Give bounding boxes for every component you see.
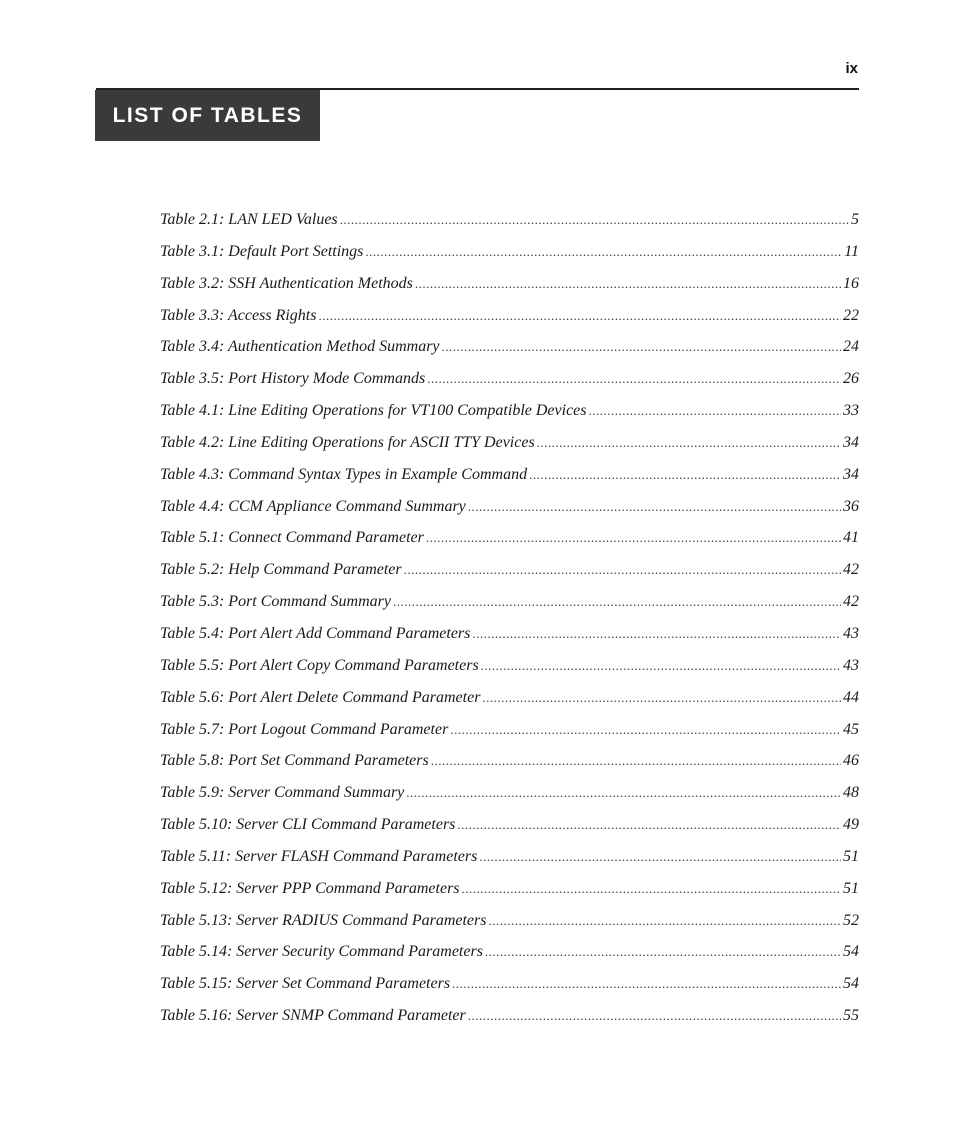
toc-entry[interactable] xyxy=(160,593,859,625)
toc-entry-page: 43 xyxy=(843,656,859,674)
toc-entry-label: Table 5.1: Connect Command Parameter xyxy=(160,529,424,547)
toc-entry-page: 36 xyxy=(843,497,859,515)
toc-entry-page: 22 xyxy=(843,306,859,324)
toc-entry[interactable] xyxy=(160,880,859,912)
dot-leader xyxy=(427,370,841,388)
toc-entry-label: Table 5.7: Port Logout Command Parameter xyxy=(160,720,449,738)
toc-entry-label: Table 4.3: Command Syntax Types in Example Command xyxy=(160,465,528,483)
toc-entry-label: Table 4.4: CCM Appliance Command Summary xyxy=(160,497,466,515)
toc-entry-page: 49 xyxy=(843,816,859,834)
toc-entry-label: Table 4.2: Line Editing Operations for ASCII TTY Devices xyxy=(160,433,535,451)
toc-entry-page: 54 xyxy=(843,975,859,993)
toc-entry[interactable] xyxy=(160,689,859,721)
dot-leader xyxy=(479,848,841,866)
toc-entry[interactable] xyxy=(160,561,859,593)
toc-entry[interactable] xyxy=(160,466,859,498)
table-of-contents xyxy=(160,211,859,1039)
dot-leader xyxy=(431,752,841,770)
dot-leader xyxy=(393,593,841,611)
dot-leader xyxy=(529,466,841,484)
toc-entry-page: 54 xyxy=(843,943,859,961)
dot-leader xyxy=(406,784,841,802)
toc-entry-page: 5 xyxy=(851,211,859,228)
dot-leader xyxy=(404,561,841,579)
toc-entry-page: 11 xyxy=(844,242,859,260)
toc-entry[interactable] xyxy=(160,338,859,370)
dot-leader xyxy=(488,912,841,930)
dot-leader xyxy=(485,943,841,961)
dot-leader xyxy=(472,625,841,643)
toc-entry[interactable] xyxy=(160,211,859,243)
dot-leader xyxy=(426,529,841,547)
page-number: ix xyxy=(845,60,858,77)
toc-entry-label: Table 5.8: Port Set Command Parameters xyxy=(160,752,429,770)
toc-entry-page: 45 xyxy=(843,720,859,738)
toc-entry-label: Table 5.16: Server SNMP Command Parameter xyxy=(160,1007,466,1025)
dot-leader xyxy=(481,657,841,675)
dot-leader xyxy=(462,880,841,898)
toc-entry-page: 51 xyxy=(843,879,859,897)
toc-entry-page: 42 xyxy=(843,593,859,611)
toc-entry-label: Table 3.1: Default Port Settings xyxy=(160,242,364,260)
toc-entry-label: Table 5.15: Server Set Command Parameters xyxy=(160,975,451,993)
toc-entry-label: Table 5.11: Server FLASH Command Parameters xyxy=(160,847,478,865)
toc-entry[interactable] xyxy=(160,307,859,339)
toc-entry-label: Table 3.3: Access Rights xyxy=(160,306,317,324)
toc-entry-label: Table 5.10: Server CLI Command Parameters xyxy=(160,816,456,834)
toc-entry-page: 51 xyxy=(843,847,859,865)
toc-entry-label: Table 5.6: Port Alert Delete Command Parameter xyxy=(160,688,481,706)
toc-entry-page: 52 xyxy=(843,911,859,929)
toc-entry-label: Table 5.12: Server PPP Command Parameters xyxy=(160,879,460,897)
dot-leader xyxy=(468,498,841,516)
toc-entry-page: 41 xyxy=(843,529,859,547)
dot-leader xyxy=(365,243,842,261)
dot-leader xyxy=(468,1007,841,1025)
toc-entry-page: 34 xyxy=(843,433,859,451)
toc-entry-label: Table 5.9: Server Command Summary xyxy=(160,784,405,802)
toc-entry-page: 26 xyxy=(843,370,859,388)
toc-entry[interactable] xyxy=(160,975,859,1007)
toc-entry[interactable] xyxy=(160,943,859,975)
toc-entry-label: Table 3.2: SSH Authentication Methods xyxy=(160,274,413,292)
toc-entry-page: 24 xyxy=(843,338,859,356)
toc-entry[interactable] xyxy=(160,625,859,657)
toc-entry-page: 42 xyxy=(843,561,859,579)
dot-leader xyxy=(482,689,841,707)
dot-leader xyxy=(537,434,841,452)
toc-entry[interactable] xyxy=(160,275,859,307)
dot-leader xyxy=(340,211,849,229)
toc-entry-label: Table 5.3: Port Command Summary xyxy=(160,593,391,611)
dot-leader xyxy=(442,338,841,356)
toc-entry-page: 33 xyxy=(843,402,859,420)
toc-entry[interactable] xyxy=(160,912,859,944)
toc-entry-label: Table 3.5: Port History Mode Commands xyxy=(160,370,426,388)
toc-entry[interactable] xyxy=(160,848,859,880)
toc-entry-label: Table 5.13: Server RADIUS Command Parameters xyxy=(160,911,487,929)
dot-leader xyxy=(589,402,842,420)
toc-entry[interactable] xyxy=(160,243,859,275)
toc-entry[interactable] xyxy=(160,370,859,402)
toc-entry[interactable] xyxy=(160,816,859,848)
toc-entry-label: Table 5.4: Port Alert Add Command Parameters xyxy=(160,624,471,642)
dot-leader xyxy=(415,275,841,293)
toc-entry-page: 43 xyxy=(843,624,859,642)
toc-entry-page: 55 xyxy=(843,1007,859,1025)
toc-entry[interactable] xyxy=(160,529,859,561)
dot-leader xyxy=(450,721,841,739)
toc-entry[interactable] xyxy=(160,402,859,434)
toc-entry-label: Table 4.1: Line Editing Operations for VT100 Compatible Devices xyxy=(160,402,587,420)
toc-entry[interactable] xyxy=(160,752,859,784)
toc-entry-page: 48 xyxy=(843,784,859,802)
toc-entry-page: 44 xyxy=(843,688,859,706)
toc-entry-label: Table 5.14: Server Security Command Parameters xyxy=(160,943,483,961)
dot-leader xyxy=(452,975,841,993)
dot-leader xyxy=(318,307,841,325)
toc-entry-label: Table 5.2: Help Command Parameter xyxy=(160,561,402,579)
toc-entry[interactable] xyxy=(160,721,859,753)
toc-entry-page: 46 xyxy=(843,752,859,770)
toc-entry[interactable] xyxy=(160,784,859,816)
dot-leader xyxy=(457,816,841,834)
toc-entry-label: Table 2.1: LAN LED Values xyxy=(160,211,338,228)
toc-entry[interactable] xyxy=(160,434,859,466)
toc-entry-label: Table 3.4: Authentication Method Summary xyxy=(160,338,440,356)
page-title: LIST OF TABLES xyxy=(95,90,320,141)
toc-entry-page: 16 xyxy=(843,274,859,292)
toc-entry[interactable] xyxy=(160,657,859,689)
toc-entry-page: 34 xyxy=(843,465,859,483)
toc-entry[interactable] xyxy=(160,1007,859,1039)
toc-entry[interactable] xyxy=(160,498,859,530)
toc-entry-label: Table 5.5: Port Alert Copy Command Parameters xyxy=(160,656,479,674)
